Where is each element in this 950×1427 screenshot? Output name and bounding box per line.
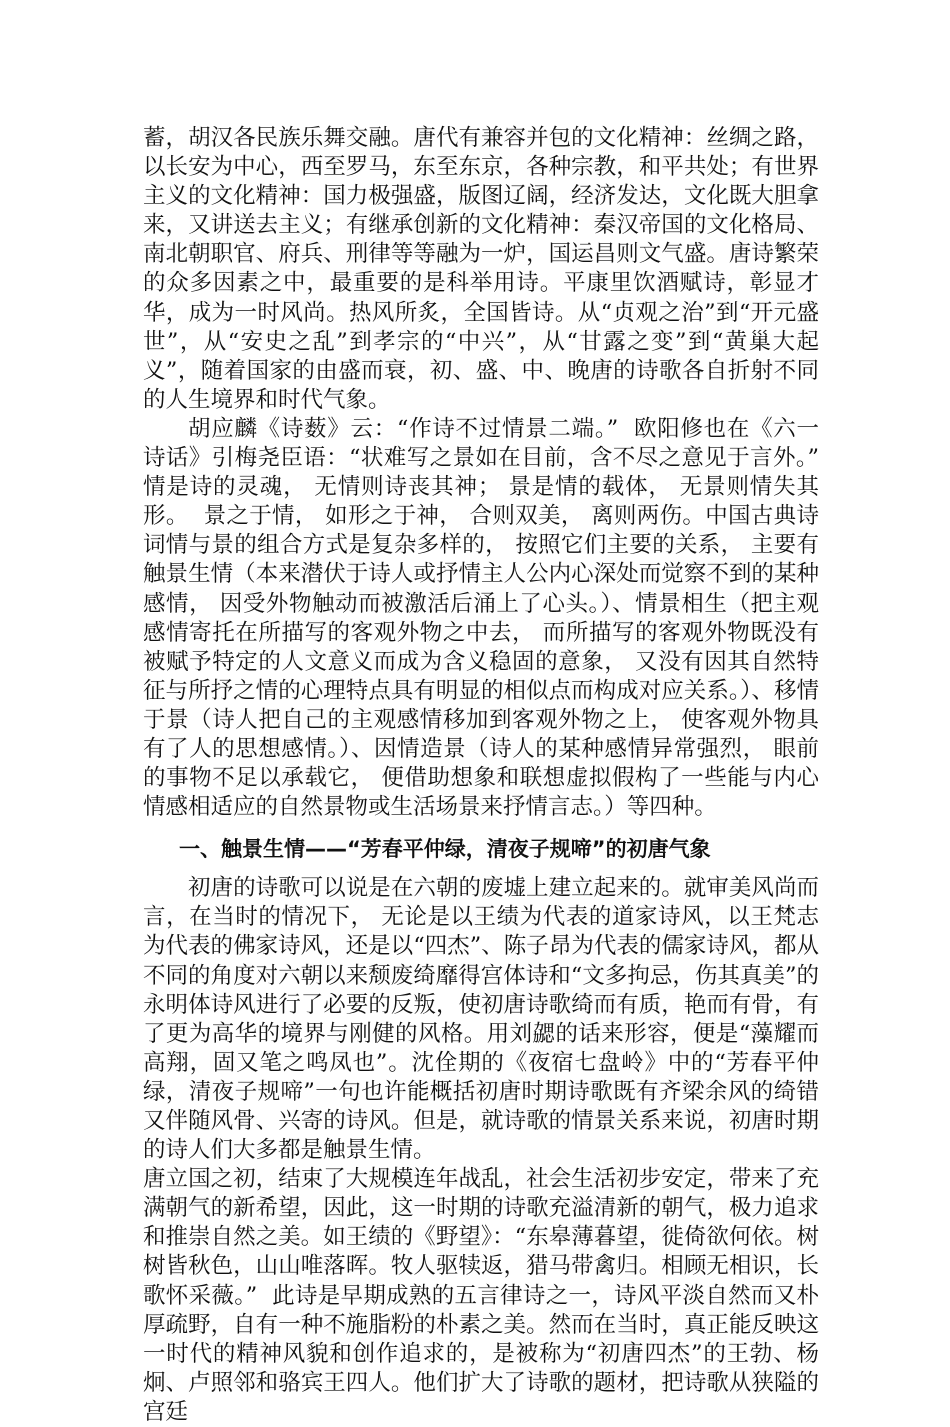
paragraph-tang-culture: 蓄，胡汉各民族乐舞交融。唐代有兼容并包的文化精神：丝绸之路，以长安为中心，西至罗马，东至东京，各种宗教，和平共处；有世界主义的文化精神：国力极强盛，版图辽阔，经济发达，文化既大胆拿来，又讲送去主义；有继承创新的文化精神：秦汉帝国的文化格局、南北朝职官、府兵、刑律等等融为一炉，国运昌则文气盛。唐诗繁荣的众多因素之中，最重要的是科举用诗。平康里饮酒赋诗，彰显才华，成为一时风尚。热风所炙，全国皆诗。从“贞观之治”到“开元盛世”，从“安史之乱”到孝宗的“中兴”，从“甘露之变”到“黄巢大起义”，随着国家的由盛而衰，初、盛、中、晚唐的诗歌各自折射不同的人生境界和时代气象。	[143, 125, 819, 413]
paragraph-qing-jing-theory: 胡应麟《诗薮》云：“作诗不过情景二端。” 欧阳修也在《六一诗话》引梅尧臣语：“状难写之景如在目前，含不尽之意见于言外。” 情是诗的灵魂， 无情则诗丧其神； 景是情的载体， 无景则情失其形。 景之于情， 如形之于神， 合则双美， 离则两伤。中国古典诗词情与景的组合方式是复杂多样的， 按照它们主要的关系， 主要有触景生情（本来潜伏于诗人或抒情主人公内心深处而觉察不到的某种感情， 因受外物触动而被激活后涌上了心头。）、情景相生（把主观感情寄托在所描写的客观外物之中去， 而所描写的客观外物既没有被赋予特定的人文意义而成为含义稳固的意象， 又没有因其自然特征与所抒之情的心理特点具有明显的相似点而构成对应关系。）、移情于景（诗人把自己的主观感情移加到客观外物之上， 使客观外物具有了人的思想感情。）、因情造景（诗人的某种感情异常强烈， 眼前的事物不足以承载它， 便借助想象和联想虚拟假构了一些能与内心情感相适应的自然景物或生活场景来抒情言志。）等四种。	[143, 415, 834, 821]
section-heading: 一、触景生情——“芳春平仲绿，清夜子规啼”的初唐气象	[179, 837, 711, 862]
document-page	[143, 124, 834, 1427]
paragraph-early-tang-poets: 唐立国之初，结束了大规模连年战乱，社会生活初步安定，带来了充满朝气的新希望，因此，这一时期的诗歌充溢清新的朝气，极力追求和推崇自然之美。如王绩的《野望》：“东皋薄暮望，徙倚欲何依。树树皆秋色，山山唯落晖。牧人驱犊返，猎马带禽归。相顾无相识，长歌怀采薇。” 此诗是早期成熟的五言律诗之一，诗风平淡自然而又朴厚疏野，自有一种不施脂粉的朴素之美。然而在当时，真正能反映这一时代的精神风貌和创作追求的，是被称为“初唐四杰”的王勃、杨炯、卢照邻和骆宾王四人。他们扩大了诗歌的题材，把诗歌从狭隘的宫廷	[143, 1166, 819, 1425]
paragraph-early-tang-style: 初唐的诗歌可以说是在六朝的废墟上建立起来的。就审美风尚而言，在当时的情况下， 无论是以王绩为代表的道家诗风，以王梵志为代表的佛家诗风，还是以“四杰”、陈子昂为代表的儒家诗风，都从不同的角度对六朝以来颓废绮靡得宫体诗和“文多拘忌，伤其真美”的永明体诗风进行了必要的反叛，使初唐诗歌绮而有质，艳而有骨，有了更为高华的境界与刚健的风格。用刘勰的话来形容，便是“藻耀而高翔，固又笔之鸣凤也”。沈佺期的《夜宿七盘岭》中的“芳春平仲绿，清夜子规啼”一句也许能概括初唐时期诗歌既有齐梁余风的绮错又伴随风骨、兴寄的诗风。但是，就诗歌的情景关系来说，初唐时期的诗人们大多都是触景生情。	[143, 875, 819, 1164]
